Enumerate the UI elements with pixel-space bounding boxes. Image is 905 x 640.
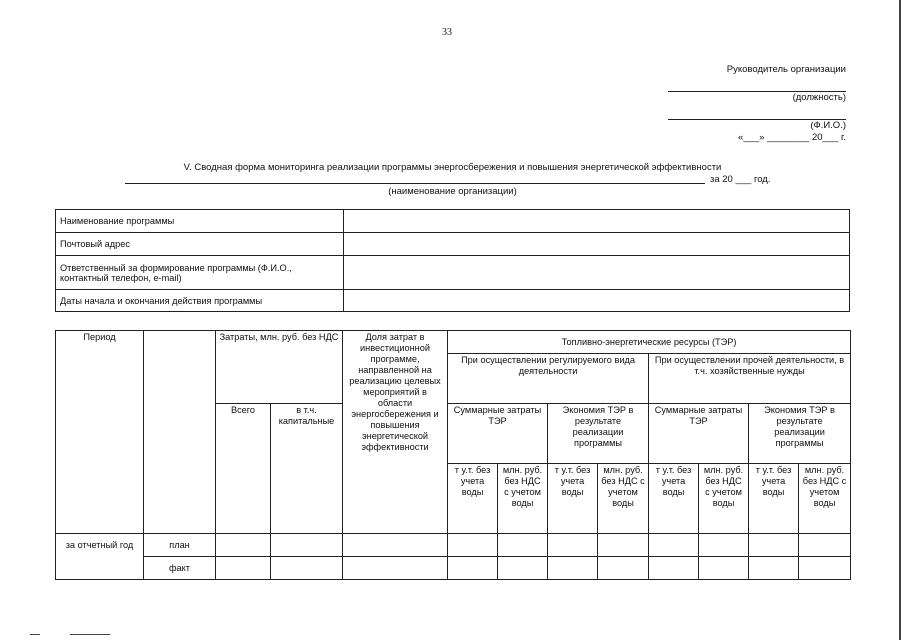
economy-header: Экономия ТЭР в результате реализации программы: [548, 404, 649, 464]
form-title: V. Сводная форма мониторинга реализации программы энергосбережения и повышения энергетической эффективности: [183, 162, 722, 173]
table-cell[interactable]: [749, 534, 799, 557]
scan-edge-mark: [30, 634, 40, 635]
table-cell[interactable]: [699, 534, 749, 557]
info-label: Даты начала и окончания действия программы: [56, 290, 344, 312]
table-cell[interactable]: [799, 534, 851, 557]
table-cell[interactable]: [343, 557, 448, 580]
approval-head: Руководитель организации: [726, 64, 846, 75]
year-text: за 20 ___ год.: [710, 174, 771, 185]
approval-block: [668, 58, 846, 143]
info-label: Ответственный за формирование программы (Ф.И.О., контактный телефон, e-mail): [56, 256, 344, 290]
organization-line: [125, 183, 705, 184]
capital-header: в т.ч. капитальные: [271, 404, 343, 534]
table-cell[interactable]: [448, 557, 498, 580]
table-cell[interactable]: [649, 534, 699, 557]
info-label: Почтовый адрес: [56, 233, 344, 256]
table-cell[interactable]: [548, 557, 598, 580]
costs-header: Затраты, млн. руб. без НДС: [216, 331, 343, 404]
economy-header: Экономия ТЭР в результате реализации программы: [749, 404, 851, 464]
other-header: При осуществлении прочей деятельности, в т.ч. хозяйственные нужды: [649, 354, 851, 404]
table-cell[interactable]: [548, 534, 598, 557]
scan-edge-mark: [899, 0, 901, 640]
table-cell[interactable]: [216, 557, 271, 580]
position-label: (должность): [792, 92, 846, 103]
sum-costs-header: Суммарные затраты ТЭР: [649, 404, 749, 464]
unit-mln-header: млн. руб. без НДС с учетом воды: [598, 464, 649, 534]
unit-mln-header: млн. руб. без НДС с учетом воды: [498, 464, 548, 534]
table-cell[interactable]: [448, 534, 498, 557]
position-line: [668, 79, 846, 92]
table-cell[interactable]: [271, 534, 343, 557]
scan-edge-mark: [70, 634, 110, 635]
unit-tut-header: т у.т. без учета воды: [749, 464, 799, 534]
unit-tut-header: т у.т. без учета воды: [448, 464, 498, 534]
unit-tut-header: т у.т. без учета воды: [649, 464, 699, 534]
page-number: 33: [442, 27, 452, 38]
table-cell[interactable]: [216, 534, 271, 557]
plan-label: план: [144, 534, 216, 557]
info-value[interactable]: [344, 256, 850, 290]
table-cell[interactable]: [598, 534, 649, 557]
sum-costs-header: Суммарные затраты ТЭР: [448, 404, 548, 464]
table-cell[interactable]: [343, 534, 448, 557]
table-cell[interactable]: [699, 557, 749, 580]
regulated-header: При осуществлении регулируемого вида деятельности: [448, 354, 649, 404]
table-cell[interactable]: [598, 557, 649, 580]
table-cell[interactable]: [799, 557, 851, 580]
ter-header: Топливно-энергетические ресурсы (ТЭР): [448, 331, 851, 354]
info-value[interactable]: [344, 233, 850, 256]
table-cell[interactable]: [271, 557, 343, 580]
reporting-year-label: за отчетный год: [56, 534, 144, 580]
table-cell[interactable]: [498, 557, 548, 580]
fact-label: факт: [144, 557, 216, 580]
total-header: Всего: [216, 404, 271, 534]
name-label: (Ф.И.О.): [810, 120, 846, 131]
unit-tut-header: т у.т. без учета воды: [548, 464, 598, 534]
info-value[interactable]: [344, 290, 850, 312]
info-value[interactable]: [344, 210, 850, 233]
name-line: [668, 107, 846, 120]
unit-mln-header: млн. руб. без НДС с учетом воды: [799, 464, 851, 534]
unit-mln-header: млн. руб. без НДС с учетом воды: [699, 464, 749, 534]
date-line: «___» ________ 20___ г.: [738, 132, 846, 143]
table-cell[interactable]: [498, 534, 548, 557]
share-header: Доля затрат в инвестиционной программе, направленной на реализацию целевых мероприятий в области энергосбережения и повышения энергетической эффективности: [343, 331, 448, 534]
program-info-table: [55, 209, 850, 312]
empty-header: [144, 331, 216, 534]
table-cell[interactable]: [749, 557, 799, 580]
monitoring-table: [55, 330, 851, 580]
table-cell[interactable]: [649, 557, 699, 580]
info-label: Наименование программы: [56, 210, 344, 233]
period-header: Период: [56, 331, 144, 534]
organization-caption: (наименование организации): [388, 186, 517, 197]
